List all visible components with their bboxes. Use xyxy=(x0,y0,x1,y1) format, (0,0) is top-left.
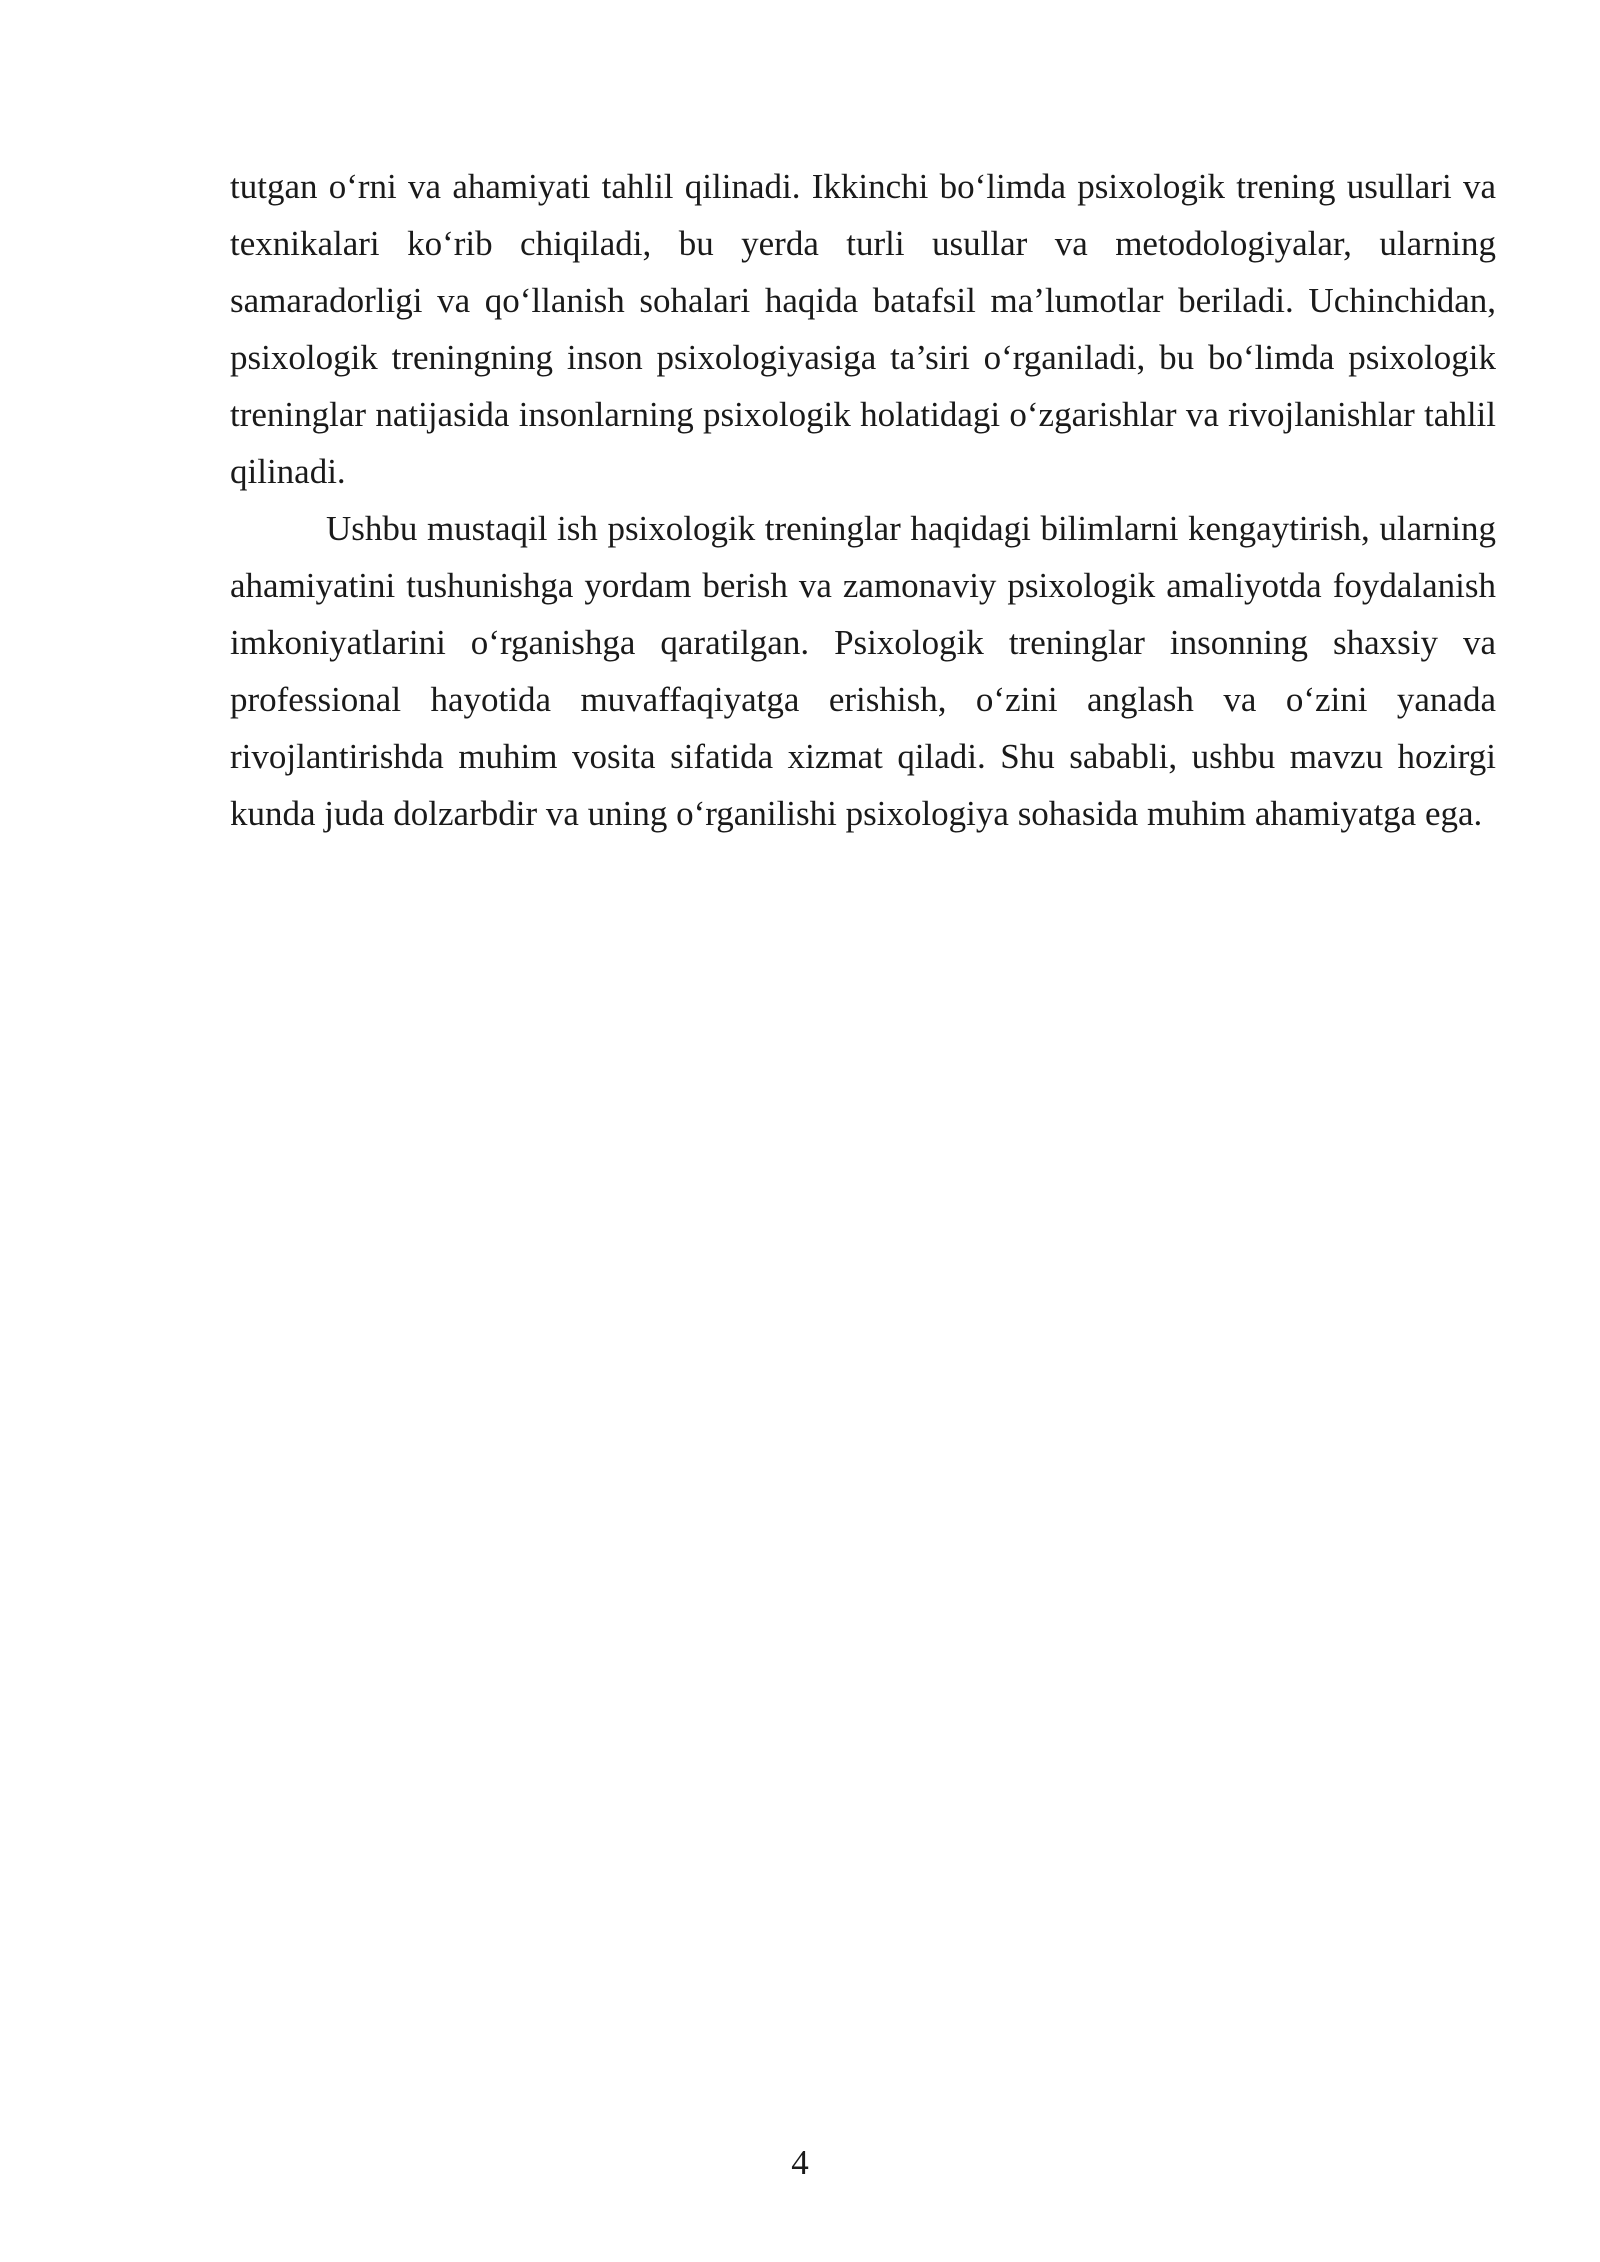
paragraph-conclusion: Ushbu mustaqil ish psixologik treninglar haqidagi bilimlarni kengaytirish, ularning ahamiyatini tushunishga yordam berish va zamonaviy psixologik amaliyotda foydalanish imkoniyatlarini o‘rganishga qaratilgan. Psixologik treninglar insonning shaxsiy va professional hayotida muvaffaqiyatga erishish, o‘zini anglash va o‘zini yanada rivojlantirishda muhim vosita sifatida xizmat qiladi. Shu sababli, ushbu mavzu hozirgi kunda juda dolzarbdir va uning o‘rganilishi psixologiya sohasida muhim ahamiyatga ega. xyxy=(230,509,1496,833)
document-body xyxy=(230,158,1496,842)
page-number: 4 xyxy=(791,2143,809,2182)
paragraph-continuation: tutgan o‘rni va ahamiyati tahlil qilinadi. Ikkinchi bo‘limda psixologik trening usullari va texnikalari ko‘rib chiqiladi, bu yerda turli usullar va metodologiyalar, ularning samaradorligi va qo‘llanish sohalari haqida batafsil ma’lumotlar beriladi. Uchinchidan, psixologik treningning inson psixologiyasiga ta’siri o‘rganiladi, bu bo‘limda psixologik treninglar natijasida insonlarning psixologik holatidagi o‘zgarishlar va rivojlanishlar tahlil qilinadi. xyxy=(230,167,1496,491)
